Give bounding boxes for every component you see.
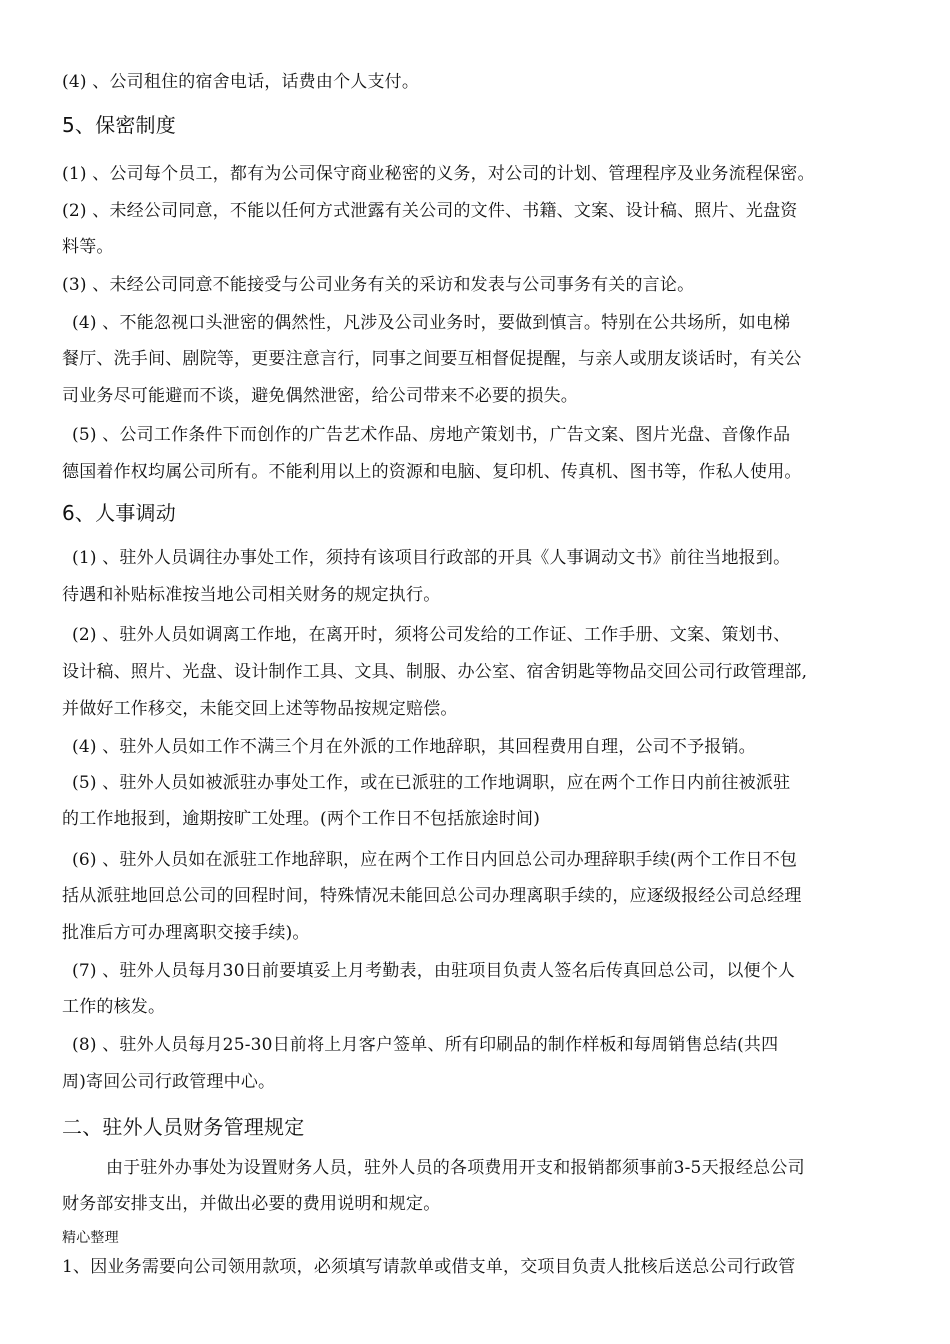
- text-line: (7) 、驻外人员每月30日前要填妥上月考勤表，由驻项目负责人签名后传真回总公司，以便个人: [72, 961, 796, 981]
- text-line: 设计稿、照片、光盘、设计制作工具、文具、制服、办公室、宿舍钥匙等物品交回公司行政管理部,: [62, 662, 808, 682]
- text-line: (4) 、公司租住的宿舍电话，话费由个人支付。: [62, 72, 420, 92]
- text-line: (1) 、驻外人员调往办事处工作，须持有该项目行政部的开具《人事调动文书》前往当地报到。: [72, 548, 791, 568]
- text-line: (2) 、未经公司同意，不能以任何方式泄露有关公司的文件、书籍、文案、设计稿、照片、光盘资: [62, 201, 798, 221]
- text-line: 1、因业务需要向公司领用款项，必须填写请款单或借支单，交项目负责人批核后送总公司行政管: [62, 1257, 796, 1277]
- text-line: 德国着作权均属公司所有。不能利用以上的资源和电脑、复印机、传真机、图书等，作私人使用。: [62, 462, 802, 482]
- text-line: 财务部安排支出，并做出必要的费用说明和规定。: [62, 1194, 441, 1214]
- text-line: (2) 、驻外人员如调离工作地，在离开时，须将公司发给的工作证、工作手册、文案、策划书、: [72, 625, 791, 645]
- section-heading-finance-rules: 二、驻外人员财务管理规定: [62, 1115, 305, 1139]
- watermark-label: 精心整理: [62, 1230, 119, 1246]
- text-line: 工作的核发。: [62, 997, 166, 1017]
- text-line: 由于驻外办事处为设置财务人员，驻外人员的各项费用开支和报销都须事前3-5天报经总公司: [106, 1158, 805, 1178]
- text-line: (8) 、驻外人员每月25-30日前将上月客户签单、所有印刷品的制作样板和每周销售总结(共四: [72, 1035, 779, 1055]
- text-line: (4) 、不能忽视口头泄密的偶然性，凡涉及公司业务时，要做到慎言。特别在公共场所，如电梯: [72, 313, 791, 333]
- text-line: (1) 、公司每个员工，都有为公司保守商业秘密的义务，对公司的计划、管理程序及业务流程保密。: [62, 164, 815, 184]
- text-line: (5) 、公司工作条件下而创作的广告艺术作品、房地产策划书，广告文案、图片光盘、音像作品: [72, 425, 791, 445]
- section-heading-confidentiality: 5、保密制度: [62, 113, 176, 137]
- text-line: (3) 、未经公司同意不能接受与公司业务有关的采访和发表与公司事务有关的言论。: [62, 275, 695, 295]
- text-line: (4) 、驻外人员如工作不满三个月在外派的工作地辞职，其回程费用自理，公司不予报销。: [72, 737, 756, 757]
- text-line: 周)寄回公司行政管理中心。: [62, 1072, 276, 1092]
- text-line: 司业务尽可能避而不谈，避免偶然泄密，给公司带来不必要的损失。: [62, 386, 578, 406]
- text-line: 批准后方可办理离职交接手续)。: [62, 923, 310, 943]
- text-line: (5) 、驻外人员如被派驻办事处工作，或在已派驻的工作地调职，应在两个工作日内前往被派驻: [72, 773, 791, 793]
- text-line: 餐厅、洗手间、剧院等，更要注意言行，同事之间要互相督促提醒，与亲人或朋友谈话时，有关公: [62, 349, 802, 369]
- text-line: 待遇和补贴标准按当地公司相关财务的规定执行。: [62, 585, 441, 605]
- text-line: 的工作地报到，逾期按旷工处理。(两个工作日不包括旅途时间): [62, 809, 541, 829]
- text-line: 料等。: [62, 237, 114, 257]
- text-line: 括从派驻地回总公司的回程时间，特殊情况未能回总公司办理离职手续的，应逐级报经公司总经理: [62, 886, 802, 906]
- section-heading-personnel-transfer: 6、人事调动: [62, 501, 176, 525]
- text-line: 并做好工作移交，未能交回上述等物品按规定赔偿。: [62, 699, 458, 719]
- text-line: (6) 、驻外人员如在派驻工作地辞职，应在两个工作日内回总公司办理辞职手续(两个工作日不包: [72, 850, 798, 870]
